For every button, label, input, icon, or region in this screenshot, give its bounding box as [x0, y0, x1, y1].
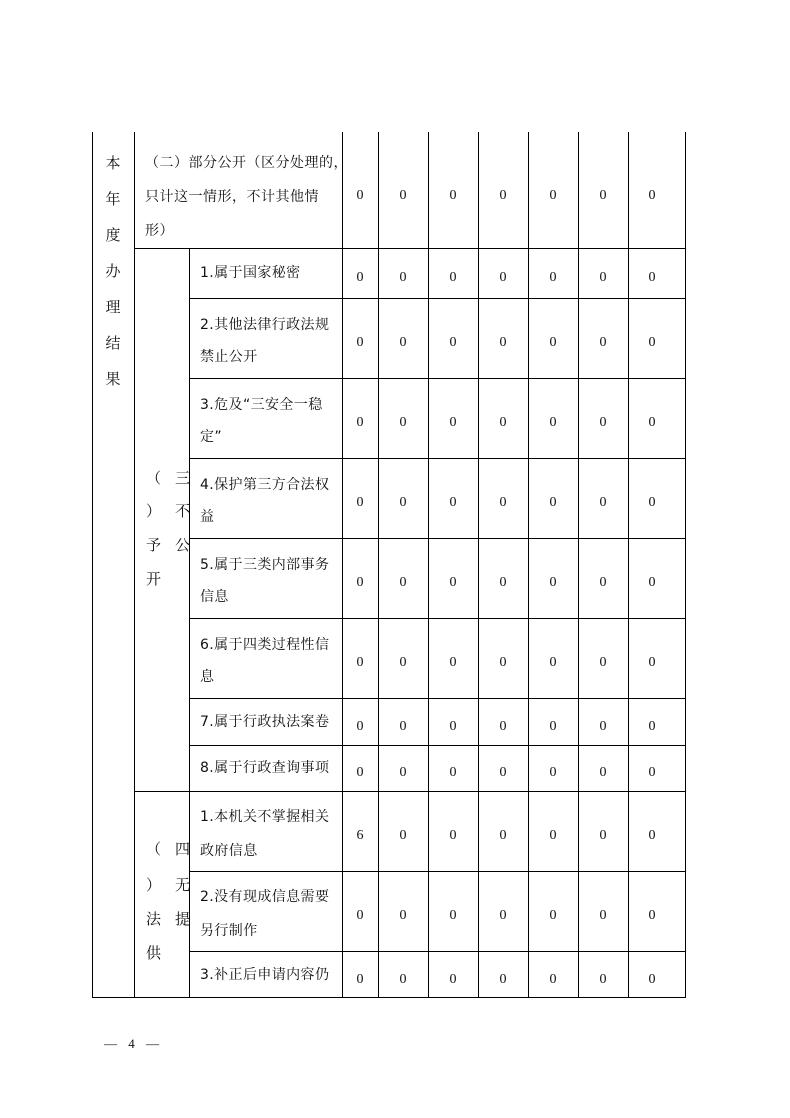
value-cell: 0	[449, 575, 457, 590]
value-cell: 0	[356, 335, 364, 350]
value-cell: 0	[648, 495, 656, 510]
grid-line	[189, 538, 686, 539]
row-label: 1.本机关不掌握相关	[200, 809, 330, 825]
value-cell: 0	[399, 335, 407, 350]
value-cell: 0	[449, 719, 457, 734]
value-cell: 0	[549, 828, 557, 843]
value-cell: 0	[499, 908, 507, 923]
value-cell: 0	[599, 765, 607, 780]
value-cell: 0	[648, 270, 656, 285]
grid-line	[134, 791, 686, 792]
group-label-line: 开	[146, 570, 176, 588]
value-cell: 0	[449, 335, 457, 350]
value-cell: 0	[399, 655, 407, 670]
group-label-line: （四	[146, 840, 205, 858]
grid-line	[189, 745, 686, 746]
value-cell: 0	[499, 335, 507, 350]
grid-line	[92, 132, 93, 998]
value-cell: 0	[549, 335, 557, 350]
row-label: 1.属于国家秘密	[200, 265, 301, 281]
value-cell: 0	[499, 270, 507, 285]
value-cell: 0	[449, 655, 457, 670]
row-label: 禁止公开	[200, 349, 258, 365]
row-label: 8.属于行政查询事项	[200, 760, 330, 776]
value-cell: 0	[648, 828, 656, 843]
group-label-line: ）不	[146, 502, 205, 520]
value-cell: 0	[449, 188, 457, 203]
value-cell: 0	[356, 495, 364, 510]
grid-line	[189, 378, 686, 379]
grid-line	[134, 132, 135, 998]
value-cell: 0	[599, 655, 607, 670]
vertical-char: 年	[105, 190, 121, 208]
value-cell: 0	[356, 719, 364, 734]
value-cell: 0	[356, 415, 364, 430]
value-cell: 0	[549, 719, 557, 734]
value-cell: 6	[356, 828, 364, 843]
value-cell: 0	[648, 655, 656, 670]
partial-line: （二）部分公开（区分处理的，	[145, 155, 348, 171]
grid-line	[189, 871, 686, 872]
value-cell: 0	[499, 575, 507, 590]
value-cell: 0	[648, 188, 656, 203]
value-cell: 0	[648, 908, 656, 923]
value-cell: 0	[399, 188, 407, 203]
value-cell: 0	[549, 908, 557, 923]
value-cell: 0	[549, 575, 557, 590]
grid-line	[378, 132, 379, 998]
partial-line: 形）	[145, 223, 174, 239]
value-cell: 0	[356, 575, 364, 590]
row-label: 6.属于四类过程性信	[200, 637, 330, 653]
page-number: — 4 —	[104, 1036, 163, 1051]
row-label: 息	[200, 669, 215, 685]
value-cell: 0	[599, 719, 607, 734]
value-cell: 0	[356, 270, 364, 285]
group-label-line: 供	[146, 944, 176, 962]
value-cell: 0	[499, 655, 507, 670]
grid-line	[134, 248, 686, 249]
value-cell: 0	[599, 828, 607, 843]
value-cell: 0	[648, 972, 656, 987]
value-cell: 0	[648, 415, 656, 430]
grid-line	[189, 298, 686, 299]
row-label: 4.保护第三方合法权	[200, 477, 330, 493]
row-label: 益	[200, 509, 215, 525]
group-label-line: （三	[146, 469, 205, 487]
group-label-line: ）无	[146, 876, 205, 894]
grid-line	[92, 997, 686, 998]
value-cell: 0	[399, 972, 407, 987]
row-label: 5.属于三类内部事务	[200, 557, 330, 573]
value-cell: 0	[599, 495, 607, 510]
row-label: 信息	[200, 589, 229, 605]
value-cell: 0	[648, 719, 656, 734]
value-cell: 0	[399, 908, 407, 923]
value-cell: 0	[449, 495, 457, 510]
value-cell: 0	[449, 908, 457, 923]
value-cell: 0	[549, 270, 557, 285]
vertical-char: 果	[105, 370, 121, 388]
grid-line	[685, 132, 686, 998]
value-cell: 0	[449, 828, 457, 843]
value-cell: 0	[356, 655, 364, 670]
value-cell: 0	[499, 719, 507, 734]
value-cell: 0	[599, 335, 607, 350]
vertical-char: 理	[105, 298, 121, 316]
grid-line	[189, 458, 686, 459]
grid-line	[628, 132, 629, 998]
value-cell: 0	[549, 972, 557, 987]
value-cell: 0	[499, 765, 507, 780]
vertical-char: 办	[105, 262, 121, 280]
row-label: 7.属于行政执法案卷	[200, 714, 330, 730]
grid-line	[189, 698, 686, 699]
value-cell: 0	[599, 575, 607, 590]
group-label-line: 法提	[146, 910, 205, 928]
value-cell: 0	[449, 972, 457, 987]
grid-line	[342, 132, 343, 998]
row-label: 定”	[200, 429, 223, 445]
value-cell: 0	[499, 828, 507, 843]
grid-line	[189, 951, 686, 952]
value-cell: 0	[399, 270, 407, 285]
row-label: 另行制作	[200, 923, 258, 939]
grid-line	[189, 618, 686, 619]
value-cell: 0	[549, 655, 557, 670]
grid-line	[478, 132, 479, 998]
group-label-line: 予公	[146, 536, 205, 554]
value-cell: 0	[549, 188, 557, 203]
vertical-char: 本	[105, 154, 121, 172]
vertical-char: 结	[105, 334, 121, 352]
value-cell: 0	[356, 188, 364, 203]
value-cell: 0	[549, 765, 557, 780]
partial-line: 只计这一情形，不计其他情	[145, 189, 319, 205]
value-cell: 0	[399, 828, 407, 843]
value-cell: 0	[356, 765, 364, 780]
row-label: 政府信息	[200, 843, 258, 859]
value-cell: 0	[399, 765, 407, 780]
value-cell: 0	[399, 415, 407, 430]
value-cell: 0	[356, 908, 364, 923]
value-cell: 0	[648, 765, 656, 780]
value-cell: 0	[599, 415, 607, 430]
value-cell: 0	[599, 908, 607, 923]
row-label: 2.没有现成信息需要	[200, 889, 330, 905]
value-cell: 0	[399, 495, 407, 510]
row-label: 3.补正后申请内容仍	[200, 967, 330, 983]
grid-line	[528, 132, 529, 998]
value-cell: 0	[449, 765, 457, 780]
value-cell: 0	[549, 415, 557, 430]
value-cell: 0	[449, 415, 457, 430]
value-cell: 0	[648, 575, 656, 590]
value-cell: 0	[648, 335, 656, 350]
value-cell: 0	[499, 415, 507, 430]
value-cell: 0	[549, 495, 557, 510]
value-cell: 0	[499, 972, 507, 987]
value-cell: 0	[399, 575, 407, 590]
vertical-char: 度	[105, 226, 121, 244]
value-cell: 0	[599, 270, 607, 285]
value-cell: 0	[399, 719, 407, 734]
value-cell: 0	[449, 270, 457, 285]
value-cell: 0	[599, 972, 607, 987]
value-cell: 0	[499, 188, 507, 203]
row-label: 2.其他法律行政法规	[200, 317, 330, 333]
grid-line	[578, 132, 579, 998]
value-cell: 0	[356, 972, 364, 987]
grid-line	[428, 132, 429, 998]
value-cell: 0	[599, 188, 607, 203]
value-cell: 0	[499, 495, 507, 510]
row-label: 3.危及“三安全一稳	[200, 397, 323, 413]
